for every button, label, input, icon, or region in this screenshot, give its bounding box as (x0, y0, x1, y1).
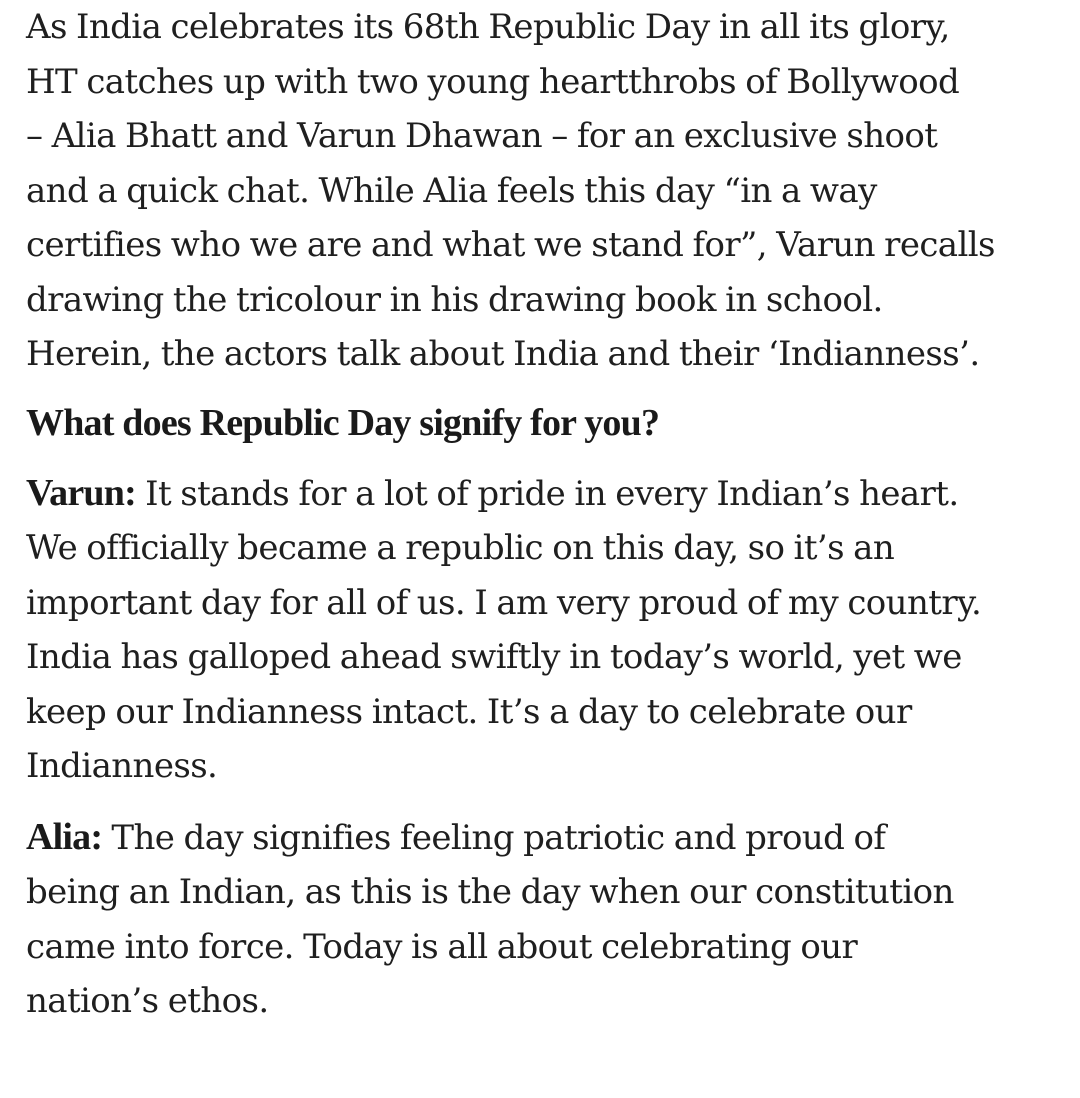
answer-paragraph-varun (26, 466, 1076, 794)
speaker-label-alia: Alia: (26, 815, 103, 858)
question-heading: What does Republic Day signify for you? (26, 401, 660, 444)
answer-text-varun: It stands for a lot of pride in every Indian’s heart. We officially became a republic on this day, so it’s an important day for all of us. I am very proud of my country. India has galloped ahead swiftly in today’s world, yet we keep our Indianness intact. It’s a day to celebrate our Indianness. (26, 473, 982, 786)
speaker-label-varun: Varun: (26, 471, 136, 514)
intro-paragraph: As India celebrates its 68th Republic Day in all its glory, HT catches up with two young heartthrobs of Bollywood – Alia Bhatt and Varun Dhawan – for an exclusive shoot and a quick chat. While Alia feels this day “in a way certifies who we are and what we stand for”, Varun recalls drawing the tricolour in his drawing book in school. Herein, the actors talk about India and their ‘Indianness’. (26, 7, 995, 374)
answer-paragraph-alia (26, 810, 1076, 1029)
answer-text-alia: The day signifies feeling patriotic and proud of being an Indian, as this is the day when our constitution came into force. Today is all about celebrating our nation’s ethos. (26, 817, 954, 1021)
article-body (26, 0, 1076, 1029)
